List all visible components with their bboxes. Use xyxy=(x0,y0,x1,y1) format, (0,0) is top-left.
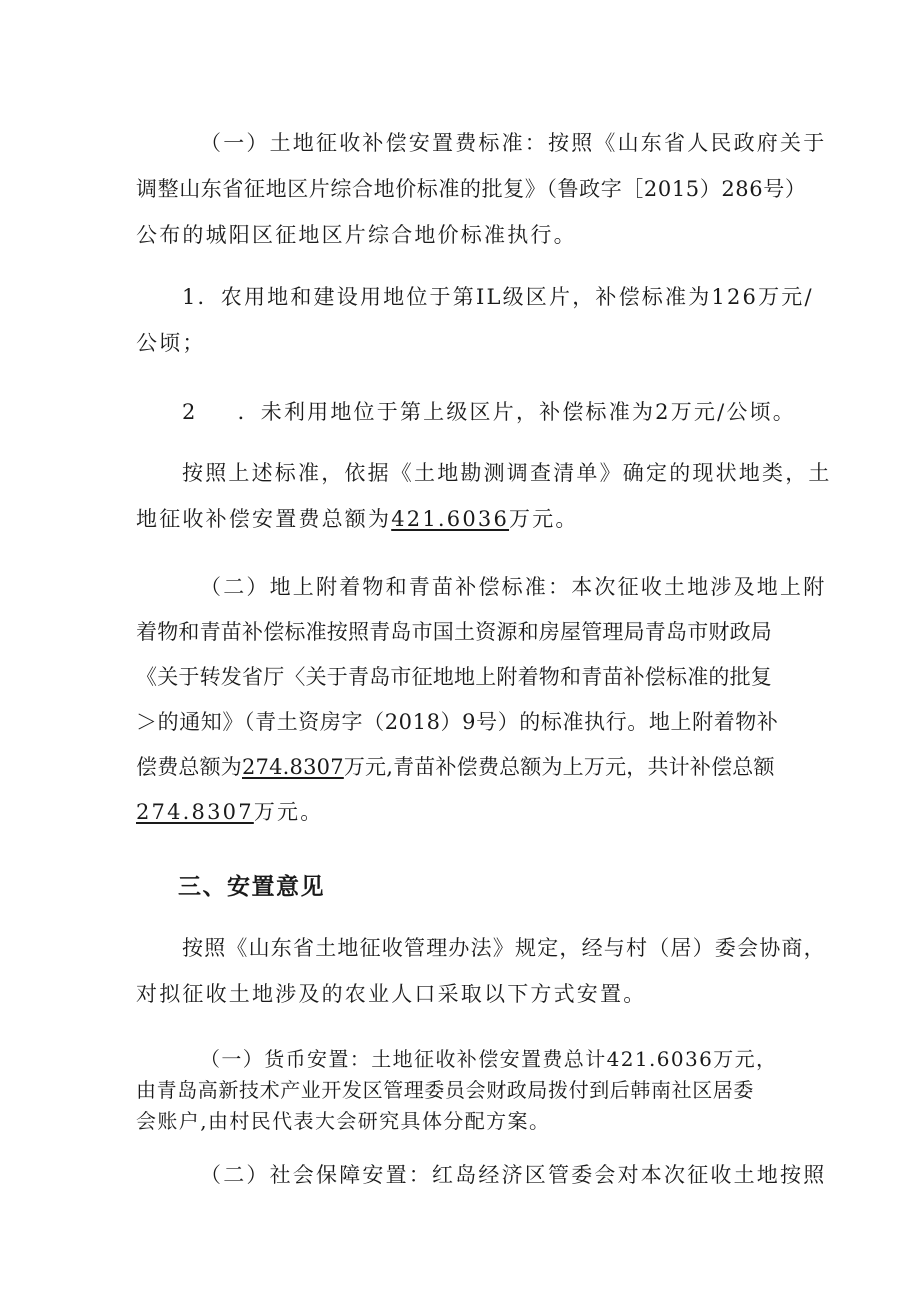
text-fragment: 万元。 xyxy=(253,800,324,824)
text-fragment: 万元,青苗补偿费总额为上万元，共计补偿总额 xyxy=(343,755,775,779)
text-line xyxy=(136,790,800,835)
text-fragment: 地征收补偿安置费总额为 xyxy=(136,507,392,531)
money-placement xyxy=(136,1044,800,1137)
text-fragment: 万元。 xyxy=(509,507,579,531)
text-line: （二）社会保障安置：红岛经济区管委会对本次征收土地按照 xyxy=(200,1163,827,1187)
text-line xyxy=(136,496,800,542)
text-line: （一）货币安置：土地征收补偿安置费总计421.6036万元， xyxy=(200,1047,778,1071)
text-line: 会账户,由村民代表大会研究具体分配方案。 xyxy=(136,1109,551,1133)
text-line: 1．农用地和建设用地位于第IL级区片，补偿标准为126万元/ xyxy=(182,285,814,309)
summary-paragraph xyxy=(136,450,832,542)
item-1 xyxy=(136,274,814,366)
text-line: 《关于转发省厅〈关于青岛市征地地上附着物和青苗补偿标准的批复 xyxy=(136,665,772,689)
item-number: 2 xyxy=(182,400,198,424)
text-line: 公布的城阳区征地区片综合地价标准执行。 xyxy=(136,223,577,247)
placement-paragraph xyxy=(136,925,826,1017)
text-line: 公顷； xyxy=(136,331,206,355)
item-2 xyxy=(136,389,846,435)
text-line: 调整山东省征地区片综合地价标准的批复》（鲁政字［2015）286号） xyxy=(136,177,807,201)
text-line: 着物和青苗补偿标准按照青岛市国土资源和房屋管理局青岛市财政局 xyxy=(136,620,772,644)
section-heading: 三、安置意见 xyxy=(178,874,325,900)
social-security-placement xyxy=(136,1152,827,1198)
section-land-compensation xyxy=(136,120,827,258)
text-line: （一）土地征收补偿安置费标准：按照《山东省人民政府关于 xyxy=(200,131,827,155)
text-fragment: 偿费总额为 xyxy=(136,755,242,779)
text-line: 由青岛高新技术产业开发区管理委员会财政局拨付到后韩南社区居委 xyxy=(136,1078,754,1102)
grand-total-amount: 274.8307 xyxy=(136,800,254,824)
text-line: 按照《山东省土地征收管理办法》规定，经与村（居）委会协商， xyxy=(182,936,826,960)
text-line: （二）地上附着物和青苗补偿标准：本次征收土地涉及地上附 xyxy=(200,575,827,599)
text-line xyxy=(136,745,800,790)
text-line: ＞的通知》（青土资房字（2018）9号）的标准执行。地上附着物补 xyxy=(136,710,779,734)
total-amount: 421.6036 xyxy=(391,507,510,531)
text-line: 对拟征收土地涉及的农业人口采取以下方式安置。 xyxy=(136,982,647,1006)
text-line: ．未利用地位于第上级区片，补偿标准为2万元/公顷。 xyxy=(237,400,796,424)
section-attachments-compensation xyxy=(136,565,827,835)
attachment-amount: 274.8307 xyxy=(242,755,344,779)
text-line: 按照上述标准，依据《土地勘测调查清单》确定的现状地类，土 xyxy=(182,461,832,485)
